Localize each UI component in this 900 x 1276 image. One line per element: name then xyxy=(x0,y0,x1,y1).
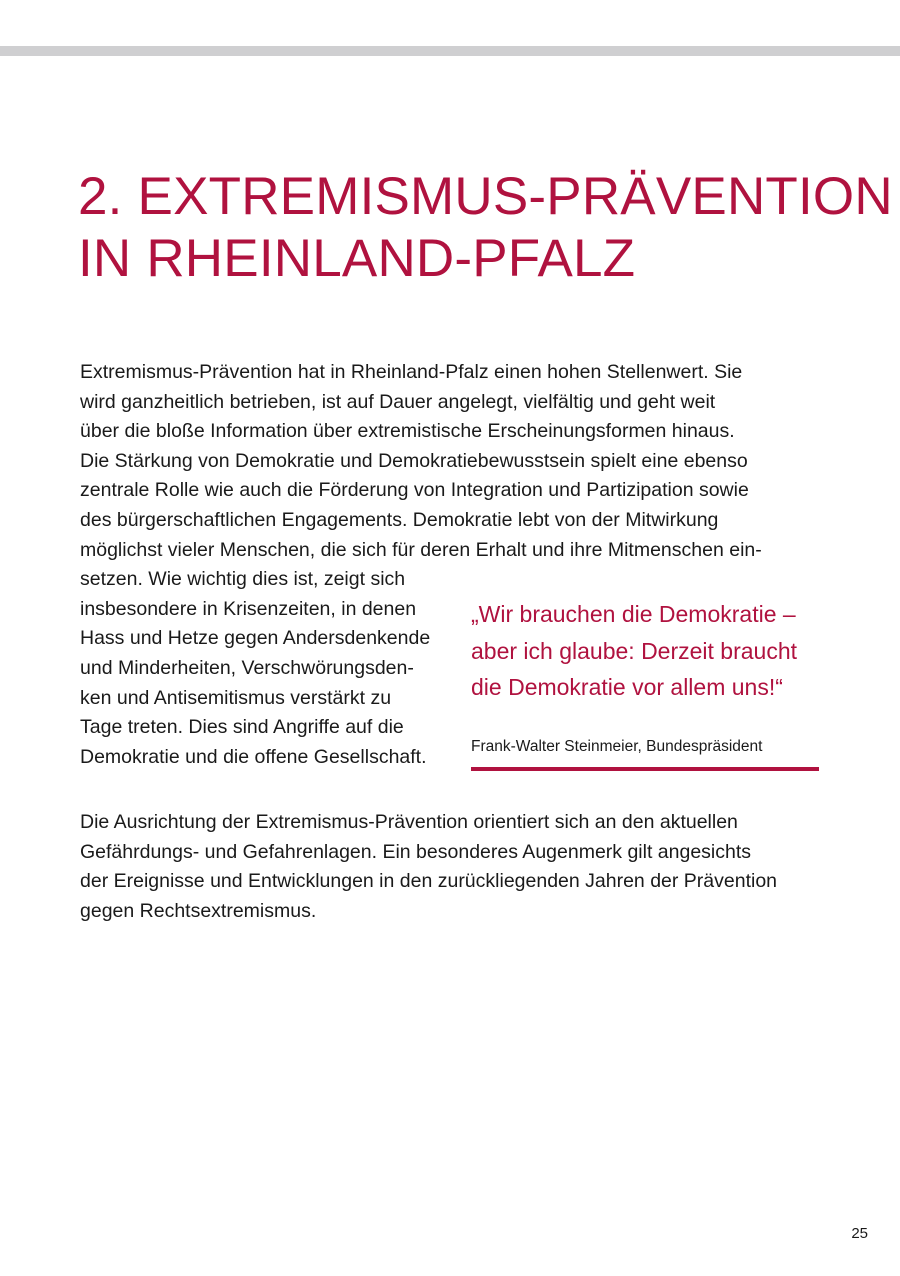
title-line: IN RHEINLAND-PFALZ xyxy=(78,229,636,288)
text-line: Extremismus-Prävention hat in Rheinland-Pfalz einen hohen Stellenwert. Sie xyxy=(80,361,743,383)
text-line: und Minderheiten, Verschwörungsden- xyxy=(80,656,414,679)
text-line: Demokratie und die offene Gesellschaft. xyxy=(80,745,427,768)
text-line: Gefährdungs- und Gefahrenlagen. Ein besonderes Augenmerk gilt angesichts xyxy=(80,840,752,863)
body-paragraph-1 xyxy=(80,358,762,772)
quote-line: „Wir brauchen die Demokratie – xyxy=(471,601,796,627)
quote-line: die Demokratie vor allem uns!“ xyxy=(471,674,783,700)
quote-underline xyxy=(471,767,819,771)
header-bar xyxy=(0,46,900,56)
text-line: der Ereignisse und Entwicklungen in den zurückliegenden Jahren der Prävention xyxy=(80,870,778,893)
text-line: über die bloße Information über extremistische Erscheinungsformen hinaus. xyxy=(80,420,735,443)
quote-line: aber ich glaube: Derzeit braucht xyxy=(471,637,798,664)
text-line: Die Stärkung von Demokratie und Demokratiebewusstsein spielt eine ebenso xyxy=(80,449,748,472)
body-paragraph-2 xyxy=(80,808,777,926)
text-line: wird ganzheitlich betrieben, ist auf Dauer angelegt, vielfältig und geht weit xyxy=(80,390,716,413)
text-line: ken und Antisemitismus verstärkt zu xyxy=(80,686,392,709)
text-line: Hass und Hetze gegen Andersdenkende xyxy=(80,627,431,650)
title-line: 2. EXTREMISMUS-PRÄVENTION xyxy=(78,167,893,226)
text-line: des bürgerschaftlichen Engagements. Demokratie lebt von der Mitwirkung xyxy=(80,508,719,531)
text-line: zentrale Rolle wie auch die Förderung von Integration und Partizipation sowie xyxy=(80,479,749,502)
text-line: Die Ausrichtung der Extremismus-Prävention orientiert sich an den aktuellen xyxy=(80,811,738,833)
page-number: 25 xyxy=(851,1225,868,1242)
text-line: möglichst vieler Menschen, die sich für deren Erhalt und ihre Mitmenschen ein- xyxy=(80,538,762,561)
text-line: setzen. Wie wichtig dies ist, zeigt sich xyxy=(80,568,406,591)
text-line: gegen Rechtsextremismus. xyxy=(80,899,317,922)
page-title xyxy=(78,166,893,290)
pull-quote xyxy=(471,596,819,755)
quote-author: Frank-Walter Steinmeier, Bundespräsident xyxy=(471,738,763,755)
text-line: insbesondere in Krisenzeiten, in denen xyxy=(80,597,417,620)
quote-text xyxy=(471,596,819,706)
text-line: Tage treten. Dies sind Angriffe auf die xyxy=(80,716,404,739)
